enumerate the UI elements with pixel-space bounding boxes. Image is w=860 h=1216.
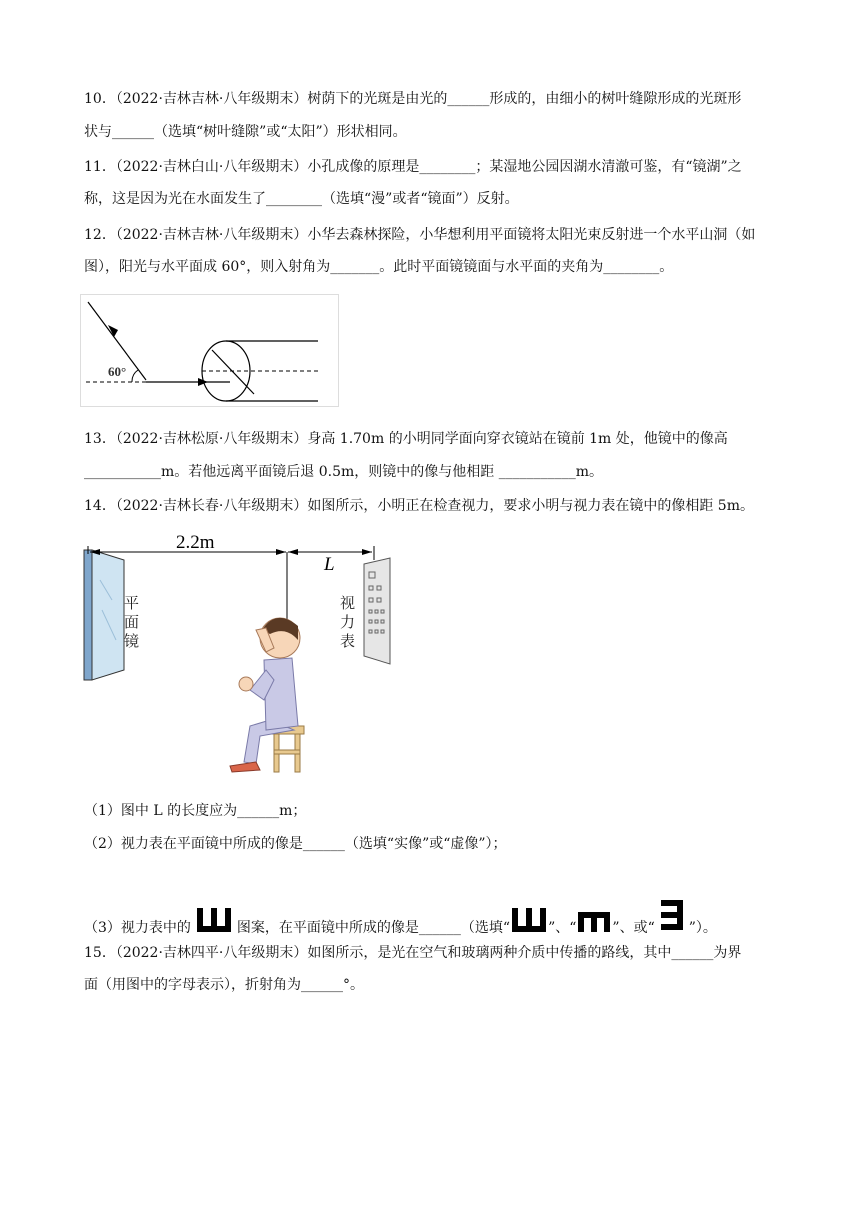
q14-sub3-part-c: ”、“ [548, 920, 577, 936]
q14-sub2: （2）视力表在平面镜中所成的像是______（选填“实像”或“虚像”）； [84, 836, 507, 852]
mirror-label-1: 平 [124, 596, 140, 612]
q14-figure [80, 530, 400, 780]
e-symbol-down-icon [576, 910, 612, 934]
q12-line1: 12．（2022·吉林吉林·八年级期末）小华去森林探险，小华想利用平面镜将太阳光束反射进一个水平山洞（如 [84, 227, 756, 243]
chart-label-2: 力 [340, 615, 356, 631]
q14-sub1: （1）图中 L 的长度应为______m； [84, 803, 307, 819]
chart-label-1: 视 [340, 596, 356, 612]
q14-sub3-part-b: 图案，在平面镜中所成的像是______（选填“ [236, 920, 511, 936]
q14-line1: 14．（2022·吉林长春·八年级期末）如图所示，小明正在检查视力，要求小明与视力表在镜中的像相距 5m。 [84, 498, 754, 514]
e-symbol-left-icon [657, 898, 687, 932]
q10-line1: 10．（2022·吉林吉林·八年级期末）树荫下的光斑是由光的______形成的，由细小的树叶缝隙形成的光斑形 [84, 91, 742, 107]
e-symbol-icon [195, 906, 233, 934]
mirror-label-2: 面 [124, 615, 140, 631]
q12-figure [80, 294, 340, 409]
distance-label: 2.2m [176, 532, 215, 553]
q14-sub3 [84, 898, 717, 938]
e-symbol-up-icon [510, 906, 548, 934]
q11-line2: 称，这是因为光在水面发生了________（选填“漫”或者“镜面”）反射。 [84, 191, 519, 207]
q14-sub3-part-d: ”、或“ [612, 920, 655, 936]
eye-chart [364, 558, 390, 664]
plane-mirror [84, 550, 124, 680]
q10-line2: 状与______（选填“树叶缝隙”或“太阳”）形状相同。 [84, 124, 407, 140]
q11-line1: 11．（2022·吉林白山·八年级期末）小孔成像的原理是________；某湿地公园因湖水清澈可鉴，有“镜湖”之 [84, 159, 742, 175]
q13-line1: 13．（2022·吉林松原·八年级期末）身高 1.70m 的小明同学面向穿衣镜站在镜前 1m 处，他镜中的像高 [84, 431, 728, 447]
q13-line2: ___________m。若他远离平面镜后退 0.5m，则镜中的像与他相距 ___________m。 [84, 464, 603, 480]
chart-label-3: 表 [340, 634, 356, 650]
mirror-label-3: 镜 [124, 634, 140, 650]
q12-angle-label: 60° [108, 364, 127, 379]
q12-line2: 图），阳光与水平面成 60°，则入射角为_______。此时平面镜镜面与水平面的夹角为________。 [84, 259, 674, 275]
q14-sub3-part-a: （3）视力表中的 [84, 920, 191, 936]
person-illustration [230, 618, 304, 772]
q15-line1: 15．（2022·吉林四平·八年级期末）如图所示，是光在空气和玻璃两种介质中传播的路线，其中______为界 [84, 945, 742, 961]
L-label: L [324, 554, 335, 575]
q14-sub3-part-e: ”）。 [688, 920, 717, 936]
q15-line2: 面（用图中的字母表示），折射角为______°。 [84, 977, 364, 993]
